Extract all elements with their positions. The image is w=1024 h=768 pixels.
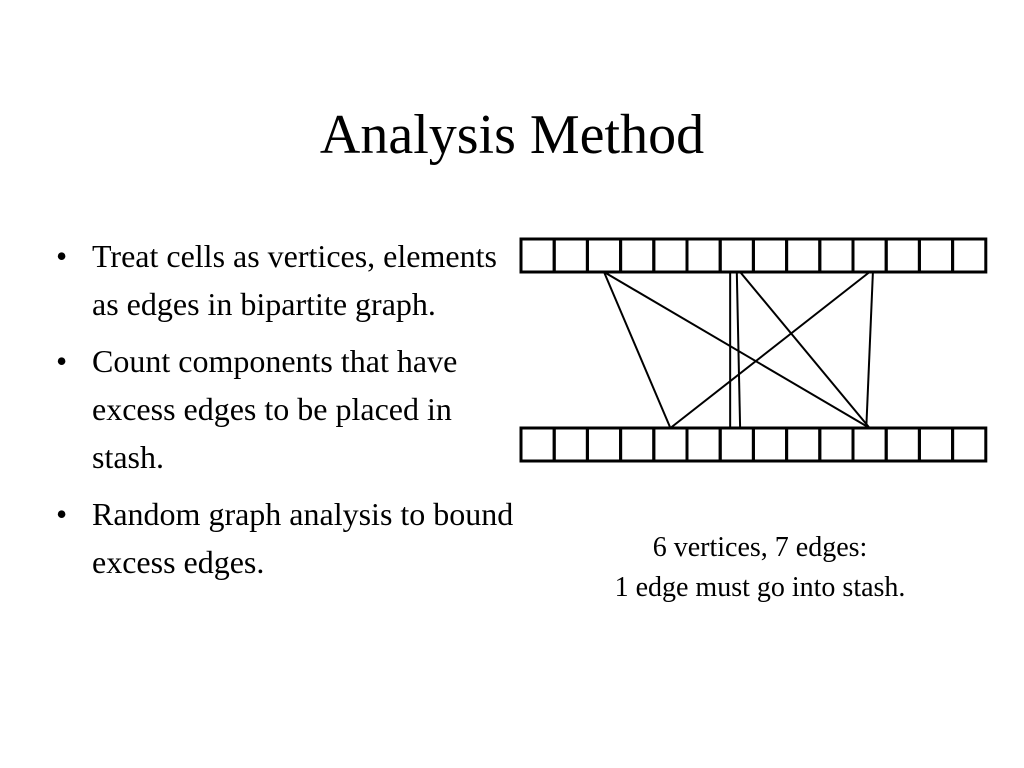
top-table-cell-10 [820,239,853,272]
bottom-table-cell-8 [753,428,786,461]
bullet-dot-icon: • [56,343,68,379]
bipartite-graph-diagram [510,228,1000,468]
bottom-table-cell-10 [820,428,853,461]
bullet-item [52,232,522,328]
bullet-dot-icon: • [56,238,68,274]
graph-edges [604,272,873,428]
top-table-cell-11 [853,239,886,272]
bottom-table-cell-1 [521,428,554,461]
top-table-cell-2 [554,239,587,272]
bottom-table-cell-2 [554,428,587,461]
bullet-text: Random graph analysis to bound excess edges. [92,496,514,580]
bottom-table-row [521,428,986,461]
top-table-cell-8 [753,239,786,272]
bottom-table-cell-5 [654,428,687,461]
bottom-table-cell-3 [587,428,620,461]
bullet-dot-icon: • [56,496,68,532]
bullet-text: Treat cells as vertices, elements as edges in bipartite graph. [92,238,497,322]
caption-line-1: 6 vertices, 7 edges: [652,532,868,563]
graph-edge-1 [604,272,670,428]
top-table-cell-3 [587,239,620,272]
bottom-table-cell-9 [787,428,820,461]
bottom-table-cell-7 [720,428,753,461]
caption-line-2: 1 edge must go into stash. [614,572,906,603]
bottom-table-cell-12 [886,428,919,461]
top-table-cell-5 [654,239,687,272]
bullet-list [52,232,522,595]
bullet-item [52,490,522,586]
top-table-cell-14 [953,239,986,272]
bottom-table-cell-4 [621,428,654,461]
top-table-cell-12 [886,239,919,272]
bottom-table-cell-6 [687,428,720,461]
top-table-row [521,239,986,272]
graph-edge-6 [670,272,869,428]
top-table-cell-13 [919,239,952,272]
graph-edge-5 [740,272,869,428]
top-table-cell-9 [787,239,820,272]
bullet-item [52,337,522,481]
bottom-table-cell-14 [953,428,986,461]
graph-edge-7 [866,272,873,428]
slide-title: Analysis Method [319,104,705,166]
bullet-text: Count components that have excess edges to be placed in stash. [92,343,458,475]
top-table-cell-4 [621,239,654,272]
bottom-table-cell-11 [853,428,886,461]
top-table-cell-6 [687,239,720,272]
top-table-cell-1 [521,239,554,272]
bottom-table-cell-13 [919,428,952,461]
diagram-caption [560,528,960,608]
top-table-cell-7 [720,239,753,272]
